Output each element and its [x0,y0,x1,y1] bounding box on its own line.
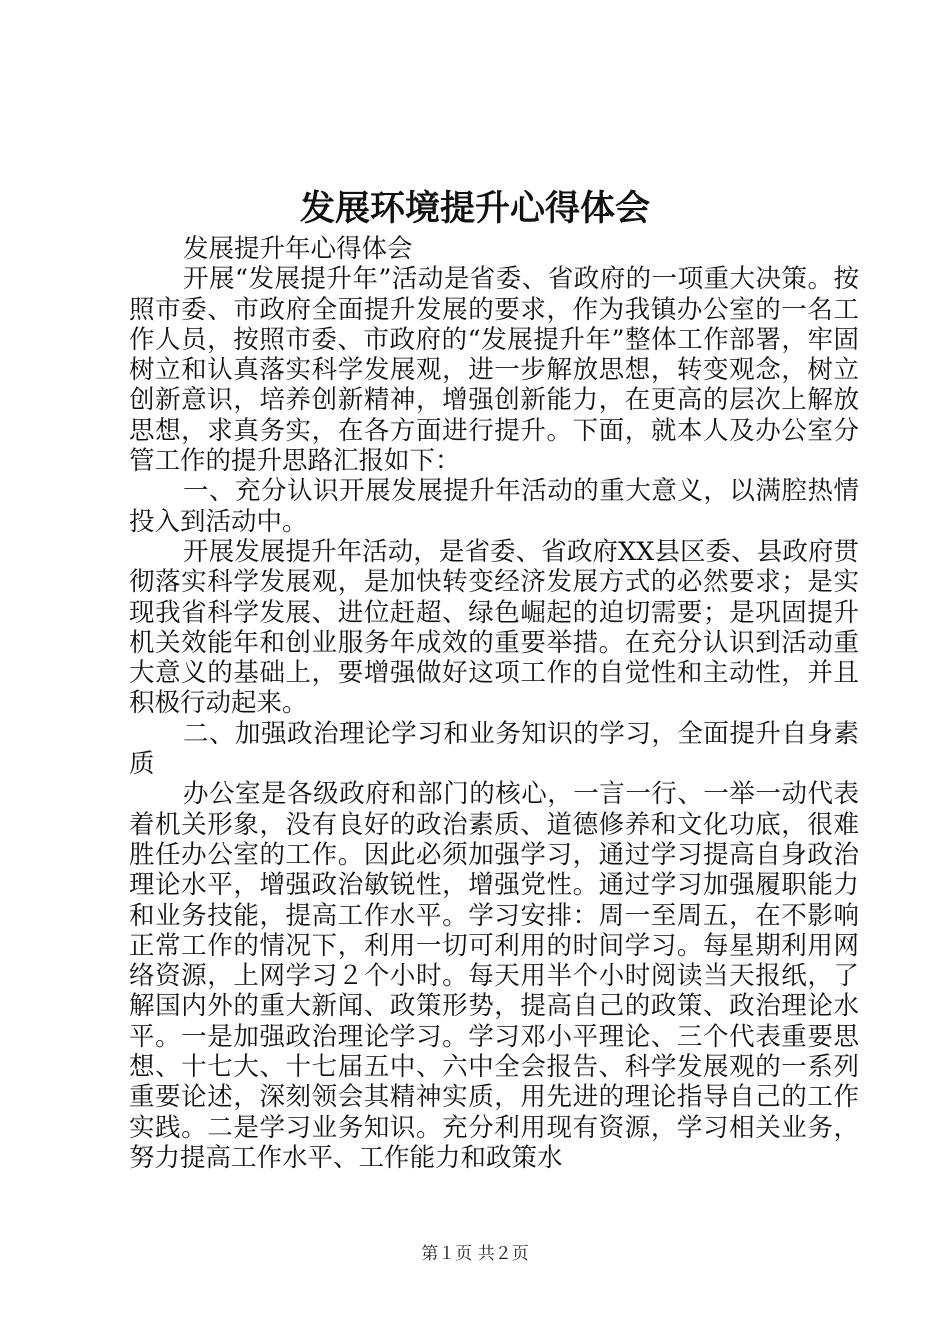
document-title: 发展环境提升心得体会 [299,188,650,229]
page-footer: 第１页 共２页 [421,1244,529,1264]
intro-paragraph: 开展“发展提升年”活动是省委、省政府的一项重大决策。按照市委、市政府全面提升发展的要求，作为我镇办公室的一名工作人员，按照市委、市政府的“发展提升年”整体工作部署，牢固树立和认真落实科学发展观，进一步解放思想，转变观念，树立创新意识，培养创新精神，增强创新能力，在更高的层次上解放思想，求真务实，在各方面进行提升。下面，就本人及办公室分管工作的提升思路汇报如下： [129,264,859,477]
section-1-paragraph: 开展发展提升年活动，是省委、省政府XX县区委、县政府贯彻落实科学发展观，是加快转变经济发展方式的必然要求；是实现我省科学发展、进位赶超、绿色崛起的迫切需要；是巩固提升机关效能年和创业服务年成效的重要举措。在充分认识到活动重大意义的基础上，要增强做好这项工作的自觉性和主动性，并且积极行动起来。 [129,536,859,719]
section-heading-2: 二、加强政治理论学习和业务知识的学习，全面提升自身素质 [129,718,859,780]
subtitle-paragraph: 发展提升年心得体会 [183,234,413,264]
section-2-paragraph: 办公室是各级政府和部门的核心，一言一行、一举一动代表着机关形象，没有良好的政治素质、道德修养和文化功底，很难胜任办公室的工作。因此必须加强学习，通过学习提高自身政治理论水平，增强政治敏锐性，增强党性。通过学习加强履职能力和业务技能，提高工作水平。学习安排：周一至周五，在不影响正常工作的情况下，利用一切可利用的时间学习。每星期利用网络资源，上网学习２个小时。每天用半个小时阅读当天报纸，了解国内外的重大新闻、政策形势，提高自己的政策、政治理论水平。一是加强政治理论学习。学习邓小平理论、三个代表重要思想、十七大、十七届五中、六中全会报告、科学发展观的一系列重要论述，深刻领会其精神实质，用先进的理论指导自己的工作实践。二是学习业务知识。充分利用现有资源，学习相关业务，努力提高工作水平、工作能力和政策水 [129,779,859,1173]
section-heading-1: 一、充分认识开展发展提升年活动的重大意义，以满腔热情投入到活动中。 [129,476,859,537]
document-body [129,234,859,1173]
